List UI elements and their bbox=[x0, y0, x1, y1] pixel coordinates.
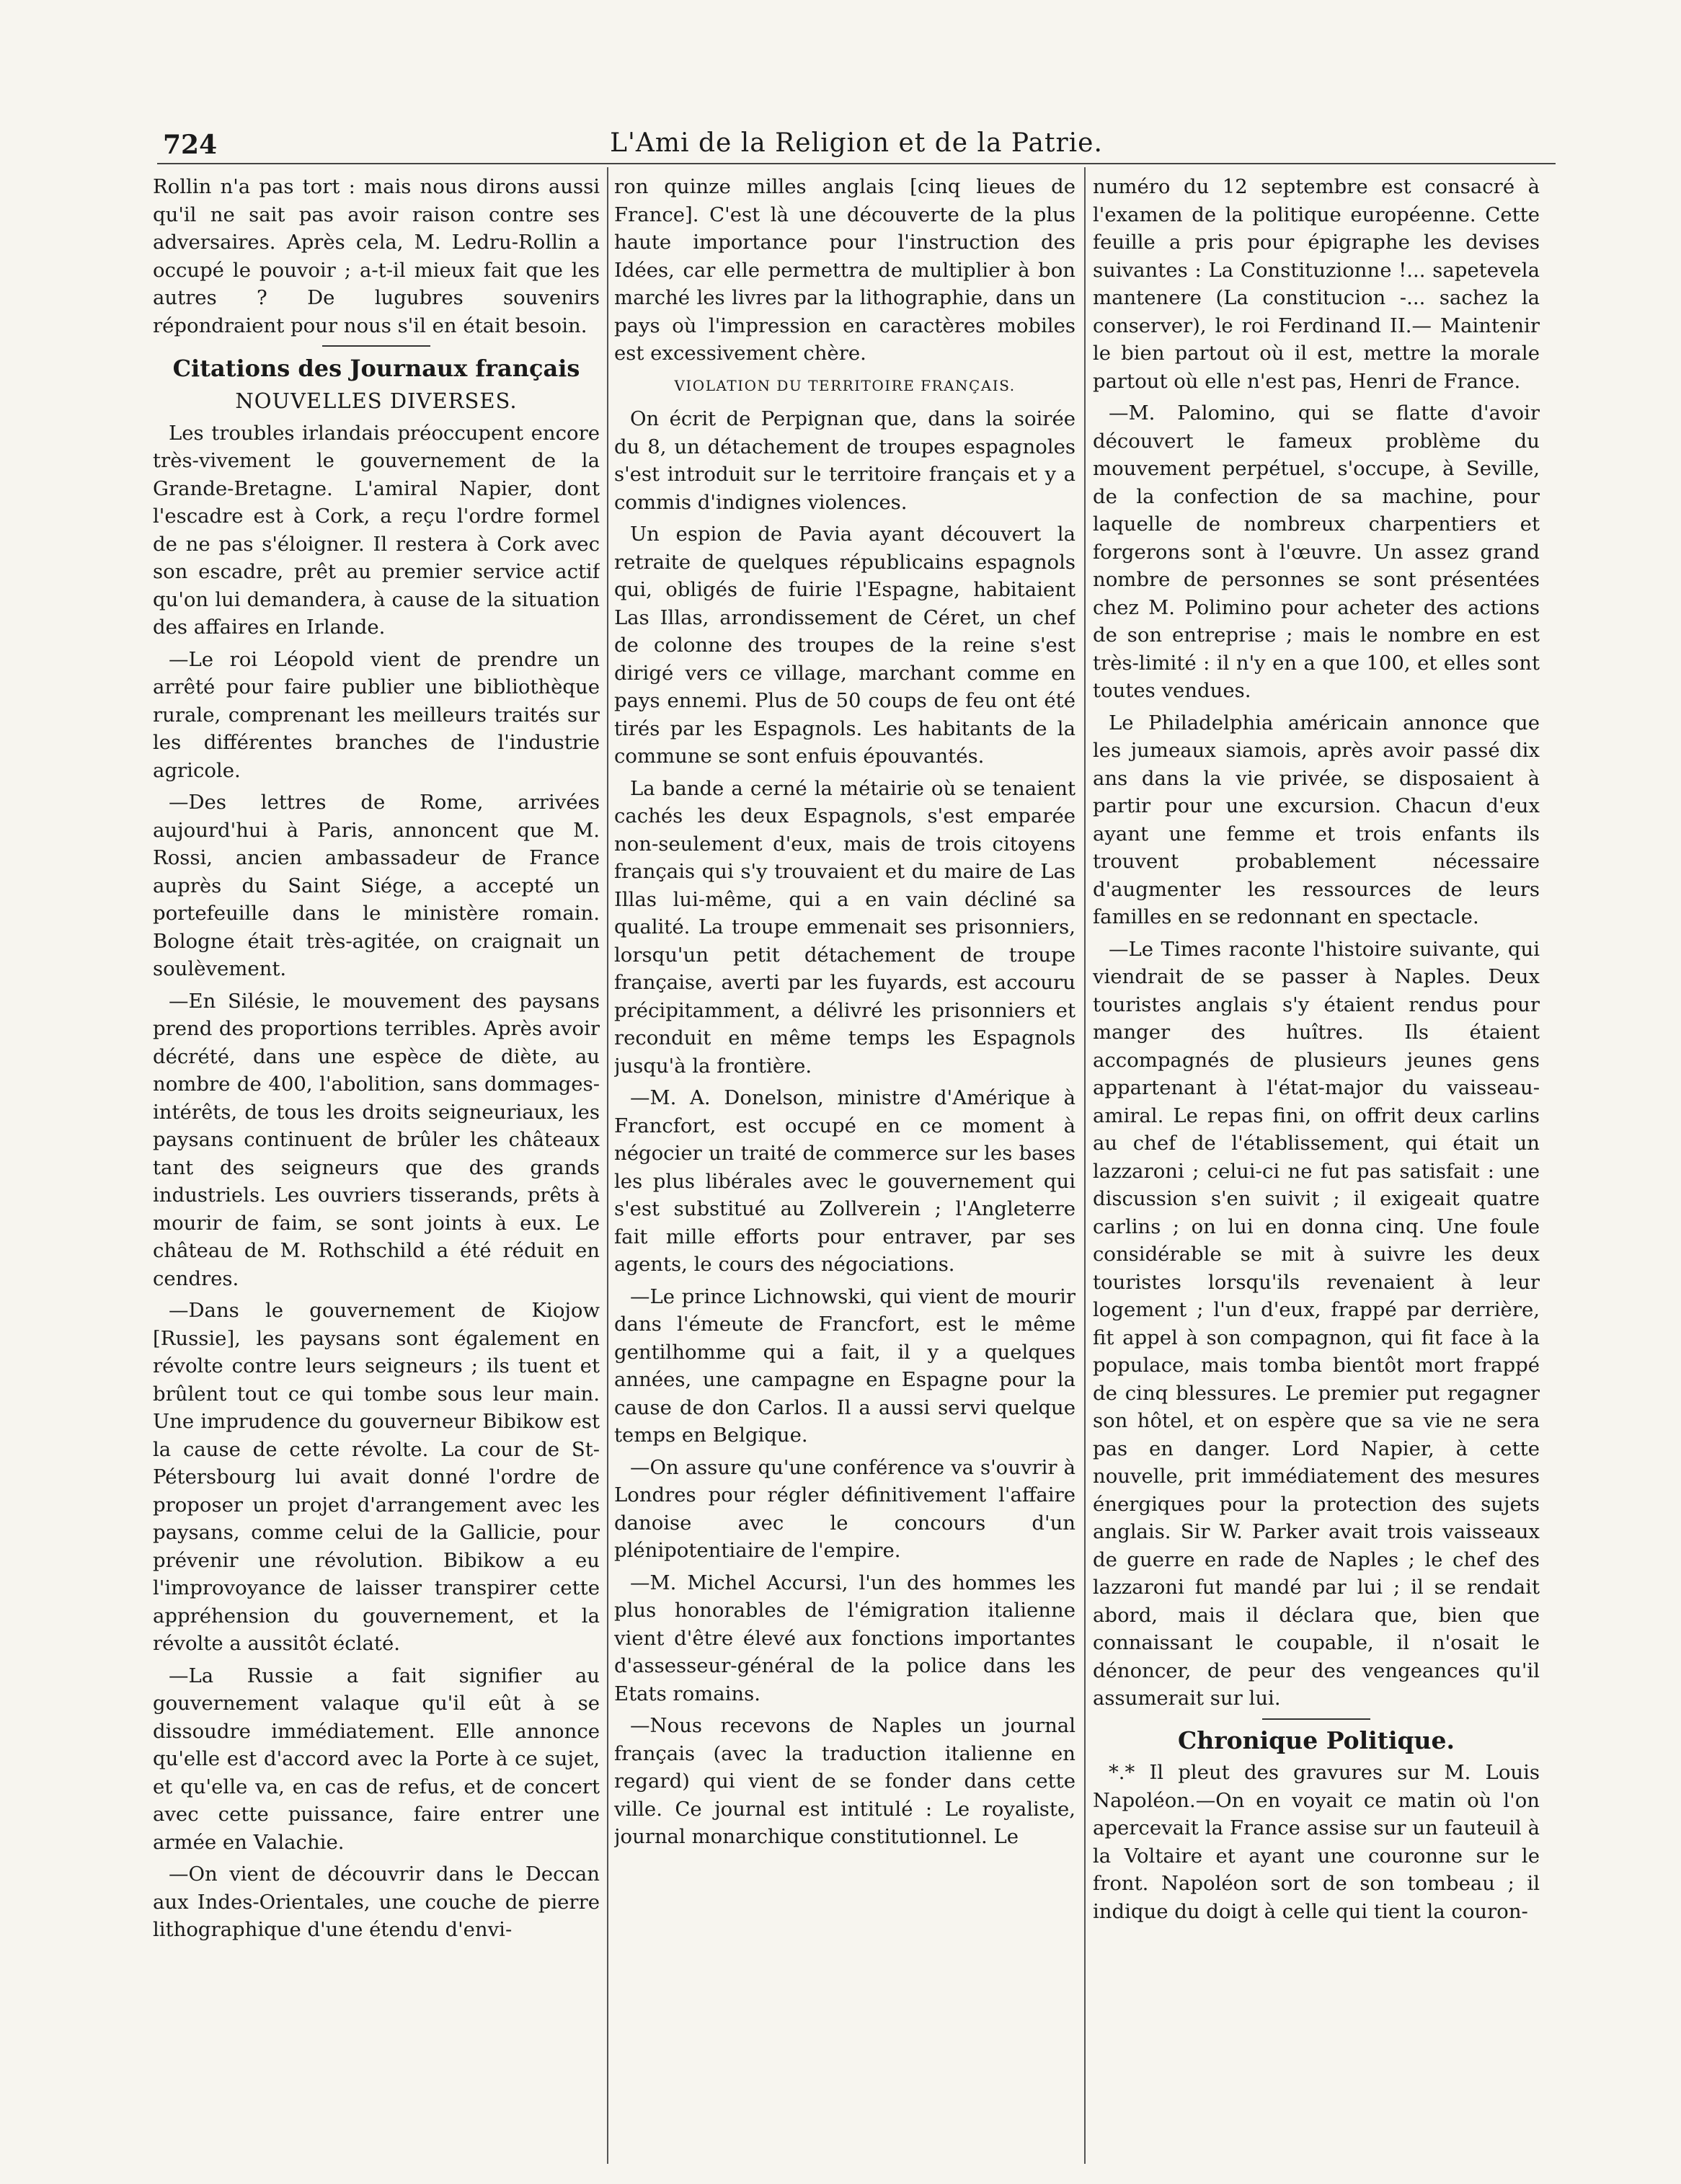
paragraph: —Le Times raconte l'histoire suivante, qui viendrait de se passer à Naples. Deux touristes anglais s'y étaient rendus pour manger des huîtres. Ils étaient accompagnés de plusieurs jeunes gens appartenant à l'état-major du vaisseau-amiral. Le repas fini, on offrit deux carlins au chef de l'établissement, qui était un lazzaroni ; celui-ci ne fut pas satisfait : une discussion s'en suivit ; il exigeait quatre carlins ; on lui en donna cinq. Une foule considérable se mit à suivre les deux touristes lorsqu'ils revenaient à leur logement ; l'un d'eux, frappé par derrière, fit appel à son compagnon, qui fit face à la populace, mais tomba bientôt mort frappé de cinq blessures. Le premier put regagner son hôtel, et on espère que sa vie ne sera pas en danger. Lord Napier, à cette nouvelle, prit immédiatement des mesures énergiques pour la protection des sujets anglais. Sir W. Parker avait trois vaisseaux de guerre en rade de Naples ; le chef des lazzaroni fut mandé par lui ; il se rendait abord, mais il déclara que, bien que connaissant le coupable, il n'osait le dénoncer, de peur des vengeances qu'il assumerait sur lui. bbox=[1093, 937, 1540, 1710]
paragraph: numéro du 12 septembre est consacré à l'examen de la politique européenne. Cette feuille a pris pour épigraphe les devises suivantes : La Constituzionne !... sapetevela mantenere (La constitucion -... sachez la conserver), le roi Ferdinand II.— Maintenir le bien partout où il est, mettre la morale partout où elle n'est pas, Henri de France. bbox=[1093, 175, 1540, 393]
paragraph: —La Russie a fait signifier au gouvernement valaque qu'il eût à se dissoudre immédiatement. Elle annonce qu'elle est d'accord avec la Porte à ce sujet, et qu'elle va, en cas de refus, et de concert avec cette puissance, faire entrer une armée en Valachie. bbox=[153, 1664, 600, 1854]
paragraph: —M. A. Donelson, ministre d'Amérique à Francfort, est occupé en ce moment à négocier un traité de commerce sur les bases les plus libérales avec le gouvernement qui s'est substitué au Zollverein ; l'Angleterre fait mille efforts pour entraver, par ses agents, le cours des négociations. bbox=[614, 1086, 1075, 1276]
paragraph: —Des lettres de Rome, arrivées aujourd'hui à Paris, annoncent que M. Rossi, ancien ambassadeur de France auprès du Saint Siége, a accepté un portefeuille dans le ministère romain. Bologne était très-agitée, on craignait un soulèvement. bbox=[153, 791, 600, 980]
paragraph: —Le roi Léopold vient de prendre un arrêté pour faire publier une bibliothèque rurale, comprenant les meilleurs traités sur les différentes branches de l'industrie agricole. bbox=[153, 647, 600, 782]
paragraph: On écrit de Perpignan que, dans la soirée du 8, un détachement de troupes espagnoles s'est introduit sur le territoire français et y a commis d'indignes violences. bbox=[614, 407, 1075, 514]
paragraph: *.* Il pleut des gravures sur M. Louis Napoléon.—On en voyait ce matin où l'on apercevait la France assise sur un fauteuil à la Voltaire et ayant une couronne sur le front. Napoléon sort de son tombeau ; il indique du doigt à celle qui tient la couron- bbox=[1093, 1761, 1540, 1923]
paragraph: —M. Palomino, qui se flatte d'avoir découvert le fameux problème du mouvement perpétuel, s'occupe, à Seville, de la confection de sa machine, pour laquelle de nombreux charpentiers et forgerons sont à l'œuvre. Un assez grand nombre de personnes se sont présentées chez M. Polimino pour acheter des actions de son entreprise ; mais le nombre en est très-limité : il n'y en a que 100, et elles sont toutes vendues. bbox=[1093, 401, 1540, 702]
paragraph: —M. Michel Accursi, l'un des hommes les plus honorables de l'émigration italienne vient d'être élevé aux fonctions importantes d'assesseur-général de la police dans les Etats romains. bbox=[614, 1571, 1075, 1705]
paragraph: Les troubles irlandais préoccupent encore très-vivement le gouvernement de la Grande-Bretagne. L'amiral Napier, dont l'escadre est à Cork, a reçu l'ordre formel de ne pas s'éloigner. Il restera à Cork avec son escadre, prêt au premier service actif qu'on lui demandera, à cause de la situation des affaires en Irlande. bbox=[153, 421, 600, 639]
column-3 bbox=[1093, 173, 1540, 2162]
section-title: Citations des Journaux français bbox=[172, 355, 580, 382]
paragraph: —Le prince Lichnowski, qui vient de mourir dans l'émeute de Francfort, est le même gentilhomme qui a fait, il y a quelques années, une campagne en Espagne pour la cause de don Carlos. Il a aussi servi quelque temps en Belgique. bbox=[614, 1284, 1075, 1447]
page-number: 724 bbox=[163, 130, 218, 160]
paragraph: —Nous recevons de Naples un journal français (avec la traduction italienne en regard) qui vient de se fonder dans cette ville. Ce journal est intitulé : Le royaliste, journal monarchique constitutionnel. Le bbox=[614, 1714, 1075, 1848]
column-2 bbox=[614, 173, 1075, 2162]
column-1 bbox=[153, 173, 600, 2162]
column-divider bbox=[607, 167, 608, 2164]
paragraph: ron quinze milles anglais [cinq lieues de France]. C'est là une découverte de la plus haute importance pour l'instruction des Idées, car elle permettra de multiplier à bon marché les livres par la lithographie, dans un pays où l'impression en caractères mobiles est excessivement chère. bbox=[614, 175, 1075, 365]
paragraph: Le Philadelphia américain annonce que les jumeaux siamois, après avoir passé dix ans dans la vie privée, se disposaient à partir pour une excursion. Chacun d'eux ayant une femme et trois enfants ils trouvent probablement nécessaire d'augmenter les ressources de leurs familles en se redonnant en spectacle. bbox=[1093, 711, 1540, 928]
journal-title: L'Ami de la Religion et de la Patrie. bbox=[610, 128, 1103, 158]
column-divider bbox=[1084, 167, 1086, 2164]
paragraph: —On assure qu'une conférence va s'ouvrir à Londres pour régler définitivement l'affaire danoise avec le concours d'un plénipotentiaire de l'empire. bbox=[614, 1455, 1075, 1562]
paragraph: —Dans le gouvernement de Kiojow [Russie], les paysans sont également en révolte contre leurs seigneurs ; ils tuent et brûlent tout ce qui tombe sous leur main. Une imprudence du gouverneur Bibikow est la cause de cette révolte. La cour de St-Pétersbourg lui avait donné l'ordre de proposer un projet d'arrangement avec les paysans, comme celui de la Gallicie, pour prévenir une révolution. Bibikow a eu l'improvoyance de laisser transpirer cette appréhension du gouvernement, et la révolte a aussitôt éclaté. bbox=[153, 1299, 600, 1655]
paragraph: —En Silésie, le mouvement des paysans prend des proportions terribles. Après avoir décrété, dans une espèce de diète, au nombre de 400, l'abolition, sans dommages-intérêts, de tous les droits seigneuriaux, les paysans continuent de brûler les châteaux tant des seigneurs que des grands industriels. Les ouvriers tisserands, prêts à mourir de faim, se sont joints à eux. Le château de M. Rothschild a été réduit en cendres. bbox=[153, 989, 600, 1290]
page-header bbox=[157, 128, 1556, 164]
paragraph: Rollin n'a pas tort : mais nous dirons aussi qu'il ne sait pas avoir raison contre ses adversaires. Après cela, M. Ledru-Rollin a occupé le pouvoir ; a-t-il mieux fait que les autres ? De lugubres souvenirs répondraient pour nous s'il en était besoin. bbox=[153, 175, 600, 337]
section-separator bbox=[322, 345, 430, 347]
subsection-title: NOUVELLES DIVERSES. bbox=[235, 389, 518, 413]
paragraph: La bande a cerné la métairie où se tenaient cachés les deux Espagnols, s'est emparée non-seulement d'eux, mais de trois citoyens français qui s'y trouvaient et du maire de Las Illas lui-même, qui a en vain décliné sa qualité. La troupe emmenait ses prisonniers, lorsqu'un petit détachement de troupe française, averti par les fuyards, est accouru précipitamment, a délivré les prisonniers et reconduit en même temps les Espagnols jusqu'à la frontière. bbox=[614, 776, 1075, 1078]
section-separator bbox=[1262, 1718, 1370, 1720]
paragraph: —On vient de découvrir dans le Deccan aux Indes-Orientales, une couche de pierre lithographique d'une étendu d'envi- bbox=[153, 1863, 600, 1941]
paragraph: Un espion de Pavia ayant découvert la retraite de quelques républicains espagnols qui, obligés de fuirie l'Espagne, habitaient Las Illas, arrondissement de Céret, un chef de colonne des troupes de la reine s'est dirigé vers ce village, marchant comme en pays ennemi. Plus de 50 coups de feu ont été tirés par les Espagnols. Les habitants de la commune se sont enfuis épouvantés. bbox=[614, 523, 1075, 768]
chronicle-title: Chronique Politique. bbox=[1177, 1726, 1455, 1754]
article-subhead: VIOLATION DU TERRITOIRE FRANÇAIS. bbox=[674, 376, 1016, 394]
